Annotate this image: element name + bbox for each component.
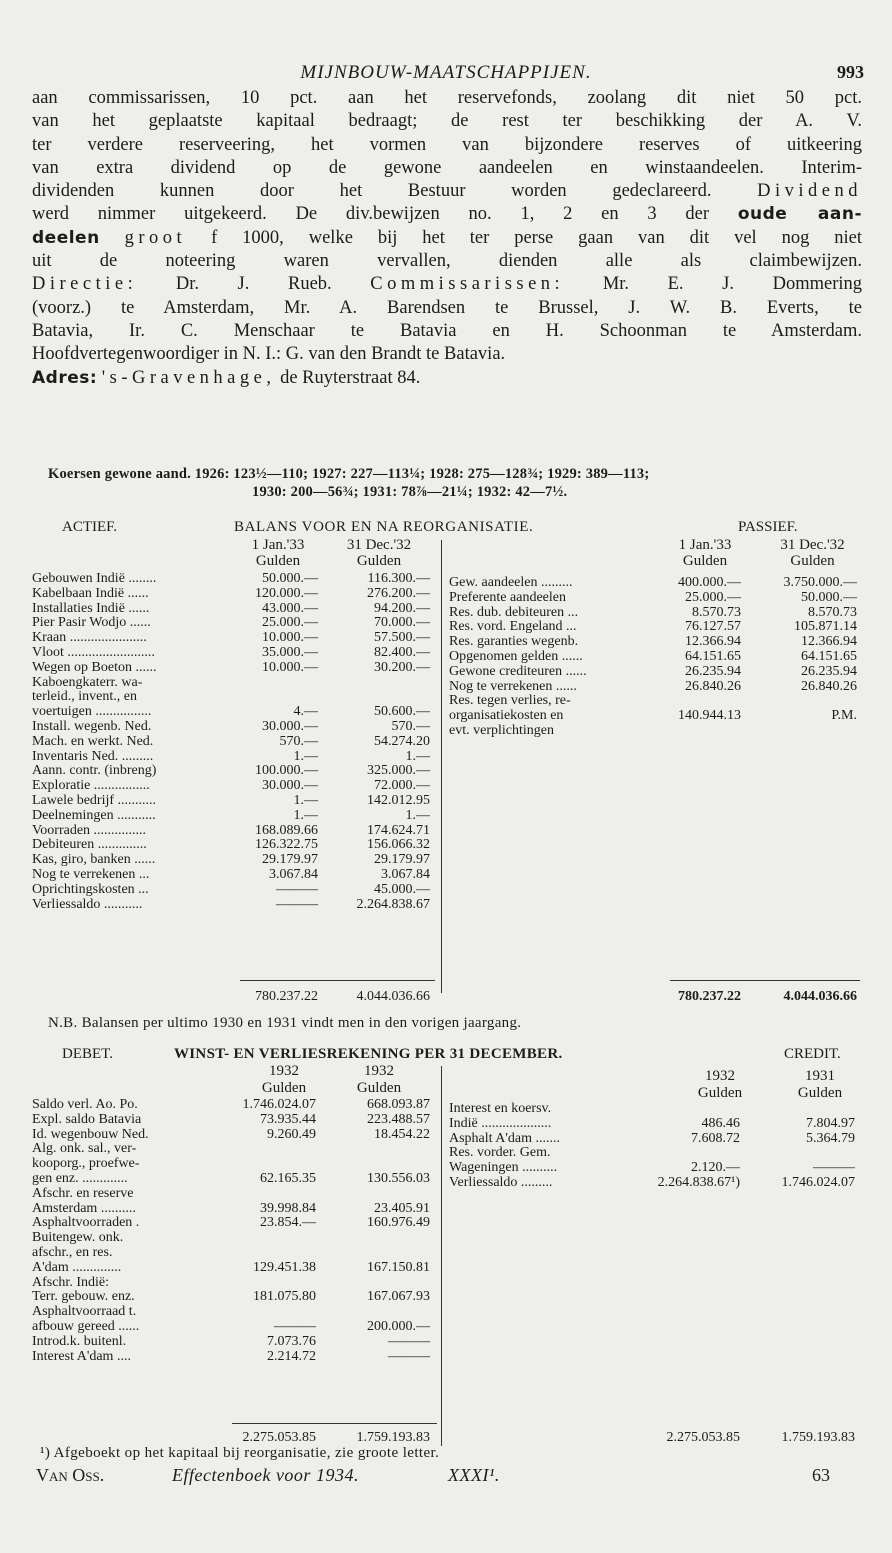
table-row xyxy=(449,1117,859,1132)
total-rule xyxy=(232,1423,437,1424)
row-value: 167.067.93 xyxy=(367,1289,430,1305)
row-label: Introd.k. buitenl. xyxy=(32,1333,127,1349)
footer-book: Effectenboek voor 1934. xyxy=(172,1465,359,1485)
row-value: 1.— xyxy=(293,807,318,823)
row-value: 26.840.26 xyxy=(801,678,857,694)
table-row xyxy=(32,853,437,868)
row-value: 62.165.35 xyxy=(260,1170,316,1186)
row-value: 30.000.— xyxy=(262,778,318,794)
row-value: 3.067.84 xyxy=(381,866,430,882)
table-row xyxy=(32,1187,437,1202)
table-row xyxy=(449,1161,859,1176)
table-row xyxy=(32,1128,437,1143)
total-rule xyxy=(670,980,860,981)
page-number: 993 xyxy=(837,62,864,82)
table-row xyxy=(32,602,437,617)
row-label: Lawele bedrijf ........... xyxy=(32,792,157,808)
row-label: Res. dub. debiteuren ... xyxy=(449,604,579,620)
running-title: MIJNBOUW-MAATSCHAPPIJEN. xyxy=(300,62,592,83)
nb-note: N.B. Balansen per ultimo 1930 en 1931 vindt men in den vorigen jaargang. xyxy=(48,1015,522,1031)
oude-aandeelen-heading: oude aan- xyxy=(737,204,863,225)
winst-credit-title: CREDIT. xyxy=(784,1046,841,1062)
footer-author: Van Oss. xyxy=(36,1465,105,1485)
row-value: 70.000.— xyxy=(374,615,430,631)
table-row xyxy=(32,646,437,661)
row-label: Kraan ...................... xyxy=(32,630,147,646)
row-value: 18.454.22 xyxy=(374,1126,430,1142)
table-row xyxy=(449,665,859,680)
row-label: Interest en koersv. xyxy=(449,1101,552,1116)
actief-total-b: 4.044.036.66 xyxy=(356,989,430,1004)
table-row xyxy=(32,631,437,646)
row-value: 39.998.84 xyxy=(260,1200,316,1216)
row-value: 100.000.— xyxy=(255,763,318,779)
col-unit: Gulden xyxy=(682,553,728,569)
row-value: 30.200.— xyxy=(374,659,430,675)
row-label: Res. garanties wegenb. xyxy=(449,634,579,650)
table-row xyxy=(449,620,859,635)
row-value: 1.746.024.07 xyxy=(781,1174,855,1190)
intro-line: aan commissarissen, 10 pct. aan het reservefonds, zoolang dit niet 50 pct. xyxy=(32,88,862,108)
row-value: 25.000.— xyxy=(262,615,318,631)
table-row xyxy=(32,1216,437,1231)
directie-word: Directie: xyxy=(32,274,138,295)
row-value: 2.214.72 xyxy=(267,1348,316,1364)
table-row xyxy=(32,764,437,779)
row-value: 26.840.26 xyxy=(685,678,741,694)
row-value: 23.405.91 xyxy=(374,1200,430,1216)
passief-table xyxy=(449,575,859,738)
row-value: 26.235.94 xyxy=(801,663,857,679)
intro-line: ter verdere reserveering, het vormen van bijzondere reserves of uitkeering xyxy=(32,134,862,155)
row-label: Debiteuren .............. xyxy=(32,837,147,853)
row-value: ——— xyxy=(388,1348,430,1364)
row-label: voertuigen ................ xyxy=(32,704,152,720)
row-value: 29.179.97 xyxy=(374,852,430,868)
intro-line: (voorz.) te Amsterdam, Mr. A. Barendsen te Brussel, J. W. B. Everts, te xyxy=(32,297,862,318)
table-row xyxy=(32,616,437,631)
table-row xyxy=(449,1132,859,1147)
row-value: 129.451.38 xyxy=(253,1259,316,1275)
table-row xyxy=(32,1157,437,1172)
table-row xyxy=(32,1202,437,1217)
row-value: 116.300.— xyxy=(367,571,430,586)
table-row xyxy=(449,1102,859,1117)
row-value: 325.000.— xyxy=(367,763,430,779)
row-value: ——— xyxy=(276,896,318,912)
table-row xyxy=(32,1113,437,1128)
table-row xyxy=(32,661,437,676)
intro-line: Batavia, Ir. C. Menschaar te Batavia en H. Schoonman te Amsterdam. xyxy=(32,320,862,341)
directie-name: Dr. J. Rueb. xyxy=(175,274,332,295)
row-value: 64.151.65 xyxy=(685,648,741,664)
row-value: 400.000.— xyxy=(678,575,741,590)
col-date: 1 Jan.'33 xyxy=(251,537,305,553)
row-value: 26.235.94 xyxy=(685,663,741,679)
row-label: Oprichtingskosten ... xyxy=(32,881,149,897)
row-value: 7.804.97 xyxy=(806,1115,855,1131)
col-unit: Gulden xyxy=(255,553,301,569)
row-value: 57.500.— xyxy=(374,630,430,646)
row-label: Gewone crediteuren ...... xyxy=(449,663,587,679)
row-label: Indië .................... xyxy=(449,1115,552,1131)
table-row xyxy=(32,1231,437,1246)
row-value: 30.000.— xyxy=(262,718,318,734)
table-row xyxy=(449,1176,859,1191)
row-value: 1.— xyxy=(405,807,430,823)
row-label: evt. verplichtingen xyxy=(449,722,554,738)
row-value: 140.944.13 xyxy=(678,708,741,724)
col-year: 1932 xyxy=(705,1068,735,1084)
row-value: 167.150.81 xyxy=(367,1259,430,1275)
balans-actief-title: ACTIEF. xyxy=(62,519,118,535)
actief-total-a: 780.237.22 xyxy=(255,989,318,1004)
table-row xyxy=(449,680,859,695)
row-value: 50.000.— xyxy=(262,571,318,586)
row-value: 12.366.94 xyxy=(685,634,741,650)
commissarissen-word: Commissarissen: xyxy=(370,274,565,295)
row-value: 3.750.000.— xyxy=(783,575,857,590)
row-label: Opgenomen gelden ...... xyxy=(449,648,583,664)
row-label: Exploratie ................ xyxy=(32,778,150,794)
table-row xyxy=(32,572,437,587)
footer-volume: XXXI¹. xyxy=(448,1465,500,1485)
row-value: 50.600.— xyxy=(374,704,430,720)
col-unit: Gulden xyxy=(797,1085,843,1101)
intro-line-9 xyxy=(32,273,862,296)
table-row xyxy=(32,824,437,839)
row-value: 570.— xyxy=(391,718,430,734)
row-label: terleid., invent., en xyxy=(32,689,137,705)
deelen-word: deelen xyxy=(32,227,100,248)
col-date: 31 Dec.'32 xyxy=(346,537,412,553)
footer-number: 63 xyxy=(812,1465,830,1485)
row-label: Nog te verrekenen ...... xyxy=(449,678,577,694)
table-row xyxy=(32,1098,437,1113)
row-label: Wegen op Boeton ...... xyxy=(32,659,157,675)
row-label: Kabelbaan Indië ...... xyxy=(32,585,149,601)
table-row xyxy=(449,591,859,606)
row-label: Aann. contr. (inbreng) xyxy=(32,763,157,779)
row-value: 43.000.— xyxy=(262,600,318,616)
row-value: 94.200.— xyxy=(374,600,430,616)
row-label: Buitengew. onk. xyxy=(32,1230,124,1246)
row-value: 156.066.32 xyxy=(367,837,430,853)
adres-label: Adres: xyxy=(32,367,98,388)
table-row xyxy=(32,720,437,735)
table-row xyxy=(32,898,437,913)
row-value: 10.000.— xyxy=(262,630,318,646)
row-label: Gebouwen Indië ........ xyxy=(32,571,157,586)
row-value: 276.200.— xyxy=(367,585,430,601)
row-value: ——— xyxy=(813,1160,855,1176)
row-value: 174.624.71 xyxy=(367,822,430,838)
table-row xyxy=(32,1276,437,1291)
row-value: 223.488.57 xyxy=(367,1111,430,1127)
row-value: 76.127.57 xyxy=(685,619,741,635)
row-value: 2.120.— xyxy=(691,1160,740,1176)
row-value: 73.935.44 xyxy=(260,1111,316,1127)
row-value: 25.000.— xyxy=(685,589,741,605)
row-value: 1.— xyxy=(405,748,430,764)
table-row xyxy=(449,1146,859,1161)
row-label: Install. wegenb. Ned. xyxy=(32,718,152,734)
table-row xyxy=(32,587,437,602)
koersen-line-2: 1930: 200—56¾; 1931: 78⅞—21¼; 1932: 42—7½. xyxy=(252,484,568,500)
row-value: 160.976.49 xyxy=(367,1215,430,1231)
footnote: ¹) Afgeboekt op het kapitaal bij reorganisatie, zie groote letter. xyxy=(40,1445,440,1461)
row-value: 7.608.72 xyxy=(691,1130,740,1146)
intro-text: f 1000, welke bij het ter perse gaan van dit vel nog niet xyxy=(211,227,863,248)
row-value: 8.570.73 xyxy=(808,604,857,620)
row-label: Asphaltvoorraad t. xyxy=(32,1304,137,1320)
table-row xyxy=(32,705,437,720)
col-unit: Gulden xyxy=(697,1085,743,1101)
total-rule xyxy=(240,980,435,981)
row-label: gen enz. ............. xyxy=(32,1170,128,1186)
row-label: Verliessaldo ......... xyxy=(449,1174,553,1190)
row-value: 570.— xyxy=(279,733,318,749)
intro-line: dividenden kunnen door het Bestuur worden gedeclareerd. xyxy=(32,181,712,202)
row-value: 10.000.— xyxy=(262,659,318,675)
table-row xyxy=(32,838,437,853)
col-year: 1931 xyxy=(805,1068,835,1084)
credit-total-b: 1.759.193.83 xyxy=(781,1430,855,1445)
passief-total-b: 4.044.036.66 xyxy=(783,989,857,1004)
table-row xyxy=(32,750,437,765)
col-unit: Gulden xyxy=(356,553,402,569)
table-row xyxy=(449,606,859,621)
row-value: 1.— xyxy=(293,748,318,764)
row-value: 120.000.— xyxy=(255,585,318,601)
table-row xyxy=(32,1320,437,1335)
row-value: 142.012.95 xyxy=(367,792,430,808)
row-value: 200.000.— xyxy=(367,1318,430,1334)
row-value: ——— xyxy=(274,1318,316,1334)
intro-line: van het geplaatste kapitaal bedraagt; de rest ter beschikking der A. V. xyxy=(32,111,862,132)
table-row xyxy=(449,694,859,709)
intro-text: werd nimmer uitgekeerd. De div.bewijzen no. 1, 2 en 3 der xyxy=(32,204,710,225)
debet-total-b: 1.759.193.83 xyxy=(356,1430,430,1445)
table-row xyxy=(449,724,859,739)
koersen-line-1: Koersen gewone aand. 1926: 123½—110; 1927: 227—113¼; 1928: 275—128¾; 1929: 389—113; xyxy=(48,466,650,482)
intro-line: Hoofdvertegenwoordiger in N. I.: G. van den Brandt te Batavia. xyxy=(32,344,506,365)
row-label: Id. wegenbouw Ned. xyxy=(32,1126,149,1142)
row-label: organisatiekosten en xyxy=(449,708,564,724)
row-label: Alg. onk. sal., ver- xyxy=(32,1141,137,1157)
intro-line-7 xyxy=(32,227,862,250)
row-label: Wageningen .......... xyxy=(449,1160,558,1176)
address-line xyxy=(32,367,862,390)
row-value: 9.260.49 xyxy=(267,1126,316,1142)
table-row xyxy=(449,576,859,591)
row-label: Terr. gebouw. enz. xyxy=(32,1289,135,1305)
table-row xyxy=(449,635,859,650)
debet-table xyxy=(32,1097,437,1364)
row-value: 181.075.80 xyxy=(253,1289,316,1305)
row-label: Res. tegen verlies, re- xyxy=(449,693,571,709)
intro-line: uit de noteering waren vervallen, dienden alle als claimbewijzen. xyxy=(32,251,862,272)
row-value: 4.— xyxy=(293,704,318,720)
row-value: 105.871.14 xyxy=(794,619,857,635)
row-value: 126.322.75 xyxy=(255,837,318,853)
intro-line: van extra dividend op de gewone aandeelen en winstaandeelen. Interim- xyxy=(32,157,862,178)
row-label: Deelnemingen ........... xyxy=(32,807,156,823)
row-label: kooporg., proefwe- xyxy=(32,1156,140,1172)
table-row xyxy=(32,809,437,824)
table-row xyxy=(32,1261,437,1276)
adres-city: 's-Gravenhage, xyxy=(101,367,276,388)
row-value: 23.854.— xyxy=(260,1215,316,1231)
row-label: Preferente aandeelen xyxy=(449,589,566,605)
row-value: 486.46 xyxy=(701,1115,740,1131)
row-value: 7.073.76 xyxy=(267,1333,316,1349)
row-label: Pier Pasir Wodjo ...... xyxy=(32,615,151,631)
table-row xyxy=(32,883,437,898)
winst-debet-title: DEBET. xyxy=(62,1046,113,1062)
row-label: Expl. saldo Batavia xyxy=(32,1111,142,1127)
company-description xyxy=(32,87,862,390)
row-label: Mach. en werkt. Ned. xyxy=(32,733,154,749)
table-row xyxy=(32,735,437,750)
table-row xyxy=(32,1172,437,1187)
row-value: 35.000.— xyxy=(262,644,318,660)
row-label: Installaties Indië ...... xyxy=(32,600,150,616)
row-value: 2.264.838.67¹) xyxy=(657,1174,740,1190)
table-row xyxy=(32,1305,437,1320)
row-label: Res. vorder. Gem. xyxy=(449,1145,551,1161)
debet-total-a: 2.275.053.85 xyxy=(242,1430,316,1445)
row-value: 72.000.— xyxy=(374,778,430,794)
table-row xyxy=(32,868,437,883)
row-label: Vloot ......................... xyxy=(32,644,155,660)
table-row xyxy=(32,1335,437,1350)
table-row xyxy=(32,1142,437,1157)
credit-table xyxy=(449,1101,859,1190)
row-label: Saldo verl. Ao. Po. xyxy=(32,1097,138,1112)
row-value: 8.570.73 xyxy=(692,604,741,620)
row-value: 1.746.024.07 xyxy=(242,1097,316,1112)
row-value: 1.— xyxy=(293,792,318,808)
table-row xyxy=(32,1290,437,1305)
actief-table xyxy=(32,571,437,912)
row-value: 2.264.838.67 xyxy=(356,896,430,912)
dividend-word: Dividend xyxy=(757,181,863,202)
row-value: 130.556.03 xyxy=(367,1170,430,1186)
table-row xyxy=(32,690,437,705)
row-label: Afschr. Indië: xyxy=(32,1274,109,1290)
row-label: Verliessaldo ........... xyxy=(32,896,143,912)
col-year: 1932 xyxy=(364,1063,394,1079)
row-label: Res. vord. Engeland ... xyxy=(449,619,577,635)
passief-total-a: 780.237.22 xyxy=(678,989,741,1004)
credit-total-a: 2.275.053.85 xyxy=(666,1430,740,1445)
groot-word: groot xyxy=(124,227,187,248)
table-row xyxy=(449,650,859,665)
table-row xyxy=(32,1246,437,1261)
commissarissen-names: Mr. E. J. Dommering xyxy=(602,274,863,295)
row-value: 168.089.66 xyxy=(255,822,318,838)
intro-line-5 xyxy=(32,180,862,203)
row-label: Nog te verrekenen ... xyxy=(32,866,150,882)
row-label: Inventaris Ned. ......... xyxy=(32,748,154,764)
col-unit: Gulden xyxy=(356,1080,402,1096)
row-label: afschr., en res. xyxy=(32,1244,113,1260)
row-label: Kaboengkaterr. wa- xyxy=(32,674,143,690)
row-label: Voorraden ............... xyxy=(32,822,147,838)
balans-title: BALANS VOOR EN NA REORGANISATIE. xyxy=(234,519,534,535)
col-year: 1932 xyxy=(269,1063,299,1079)
row-label: Afschr. en reserve xyxy=(32,1185,134,1201)
row-label: Interest A'dam .... xyxy=(32,1348,131,1364)
table-row xyxy=(32,779,437,794)
winst-title: WINST- EN VERLIESREKENING PER 31 DECEMBER. xyxy=(174,1046,563,1062)
row-value: 50.000.— xyxy=(801,589,857,605)
row-label: Kas, giro, banken ...... xyxy=(32,852,156,868)
col-unit: Gulden xyxy=(790,553,835,569)
intro-line-6 xyxy=(32,203,862,226)
table-row xyxy=(32,794,437,809)
table-row xyxy=(449,709,859,724)
row-label: afbouw gereed ...... xyxy=(32,1318,140,1334)
row-value: 12.366.94 xyxy=(801,634,857,650)
balans-divider xyxy=(441,540,442,993)
row-value: 64.151.65 xyxy=(801,648,857,664)
row-label: Asphalt A'dam ....... xyxy=(449,1130,561,1146)
row-label: A'dam .............. xyxy=(32,1259,122,1275)
balans-passief-title: PASSIEF. xyxy=(738,519,798,535)
col-date: 31 Dec.'32 xyxy=(780,537,845,553)
row-label: Amsterdam .......... xyxy=(32,1200,136,1216)
col-date: 1 Jan.'33 xyxy=(678,537,732,553)
row-value: 3.067.84 xyxy=(269,866,318,882)
winst-divider xyxy=(441,1066,442,1446)
row-value: P.M. xyxy=(831,708,857,724)
row-value: 45.000.— xyxy=(374,881,430,897)
row-value: 54.274.20 xyxy=(374,733,430,749)
row-value: 29.179.97 xyxy=(262,852,318,868)
row-value: 5.364.79 xyxy=(806,1130,855,1146)
row-label: Gew. aandeelen ......... xyxy=(449,575,573,590)
row-value: 82.400.— xyxy=(374,644,430,660)
row-label: Asphaltvoorraden . xyxy=(32,1215,140,1231)
row-value: ——— xyxy=(388,1333,430,1349)
row-value: ——— xyxy=(276,881,318,897)
row-value: 668.093.87 xyxy=(367,1097,430,1112)
table-row xyxy=(32,676,437,691)
adres-street: de Ruyterstraat 84. xyxy=(280,367,421,388)
table-row xyxy=(32,1350,437,1365)
col-unit: Gulden xyxy=(261,1080,307,1096)
